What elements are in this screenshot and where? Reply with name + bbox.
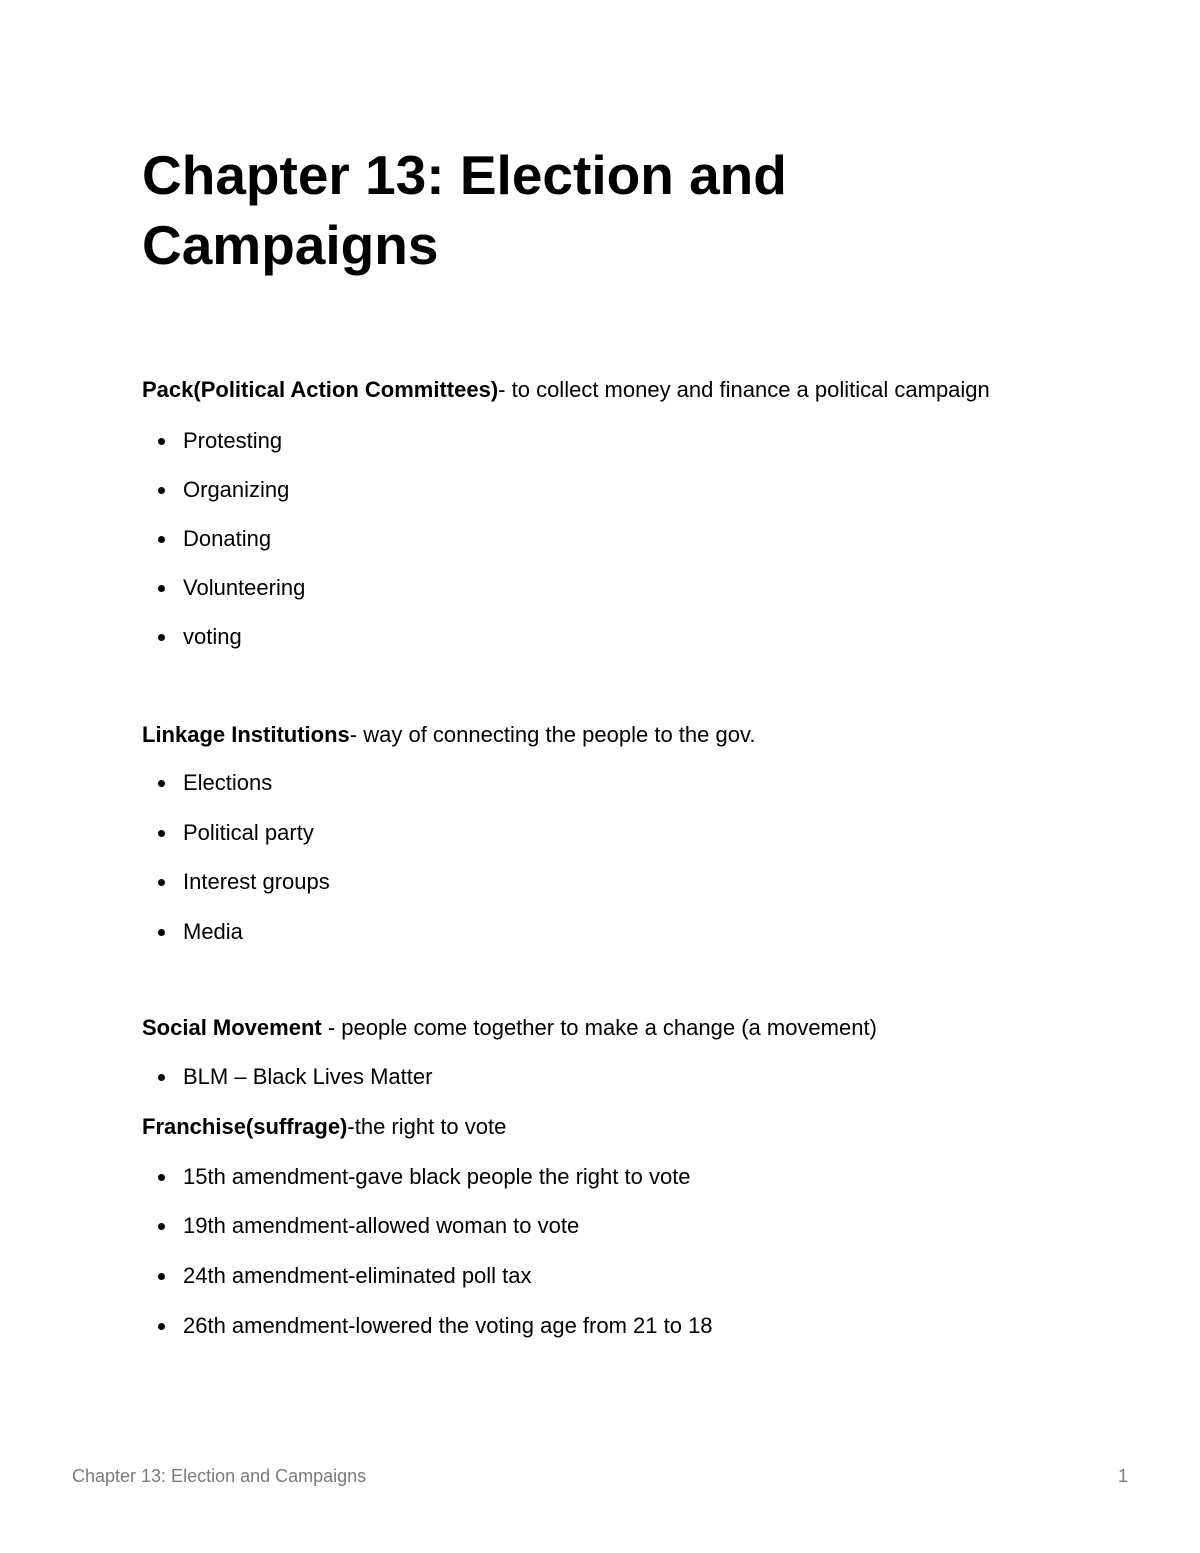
list-item (142, 1062, 1142, 1092)
bullet-icon (158, 1174, 165, 1181)
list-item-text: Protesting (183, 428, 283, 453)
list-item-text: voting (183, 624, 242, 649)
section-linkage-institutions (142, 720, 1142, 947)
list-item-text: 15th amendment-gave black people the right to vote (183, 1164, 691, 1189)
section-franchise (142, 1112, 1142, 1341)
section-term: Social Movement (142, 1015, 322, 1040)
section-heading (142, 375, 1142, 405)
footer-title: Chapter 13: Election and Campaigns (72, 1466, 367, 1486)
footer-page-number: 1 (1117, 1466, 1128, 1486)
section-heading (142, 720, 1142, 750)
bullet-icon (158, 929, 165, 936)
bullet-list (142, 768, 1142, 947)
section-term: Pack(Political Action Committees) (142, 377, 499, 402)
list-item (142, 818, 1142, 848)
list-item-text: 19th amendment-allowed woman to vote (183, 1213, 580, 1238)
bullet-icon (158, 438, 165, 445)
list-item-text: 26th amendment-lowered the voting age from 21 to 18 (183, 1313, 713, 1338)
list-item-text: Organizing (183, 477, 290, 502)
list-item-text: Volunteering (183, 575, 306, 600)
bullet-list (142, 426, 1142, 652)
bullet-icon (158, 1273, 165, 1280)
bullet-icon (158, 1074, 165, 1081)
page-title: Chapter 13: Election and Campaigns (142, 144, 787, 276)
section-definition: - people come together to make a change (a movement) (321, 1015, 877, 1040)
bullet-icon (158, 1323, 165, 1330)
list-item (142, 867, 1142, 897)
list-item (142, 917, 1142, 947)
list-item-text: Interest groups (183, 869, 330, 894)
bullet-icon (158, 780, 165, 787)
list-item (142, 524, 1142, 554)
list-item (142, 1162, 1142, 1192)
section-term: Franchise(suffrage) (142, 1114, 348, 1139)
section-definition: - way of connecting the people to the gov. (349, 722, 756, 747)
list-item (142, 1261, 1142, 1291)
list-item (142, 1311, 1142, 1341)
section-definition: -the right to vote (347, 1114, 507, 1139)
section-pacs (142, 375, 1142, 652)
list-item (142, 1211, 1142, 1241)
list-item-text: Donating (183, 526, 272, 551)
list-item-text: Elections (183, 770, 273, 795)
bullet-list (142, 1162, 1142, 1341)
list-item-text: Media (183, 919, 243, 944)
list-item (142, 475, 1142, 505)
section-heading (142, 1112, 1142, 1142)
section-definition: - to collect money and finance a political campaign (498, 377, 990, 402)
list-item-text: Political party (183, 820, 314, 845)
bullet-icon (158, 1223, 165, 1230)
bullet-icon (158, 634, 165, 641)
section-term: Linkage Institutions (142, 722, 350, 747)
bullet-icon (158, 585, 165, 592)
list-item (142, 622, 1142, 652)
list-item-text: BLM – Black Lives Matter (183, 1064, 433, 1089)
list-item-text: 24th amendment-eliminated poll tax (183, 1263, 532, 1288)
list-item (142, 426, 1142, 456)
list-item (142, 573, 1142, 603)
list-item (142, 768, 1142, 798)
section-heading (142, 1013, 1142, 1043)
bullet-list (142, 1062, 1142, 1092)
bullet-icon (158, 487, 165, 494)
section-social-movement (142, 1013, 1142, 1092)
bullet-icon (158, 830, 165, 837)
bullet-icon (158, 879, 165, 886)
bullet-icon (158, 536, 165, 543)
